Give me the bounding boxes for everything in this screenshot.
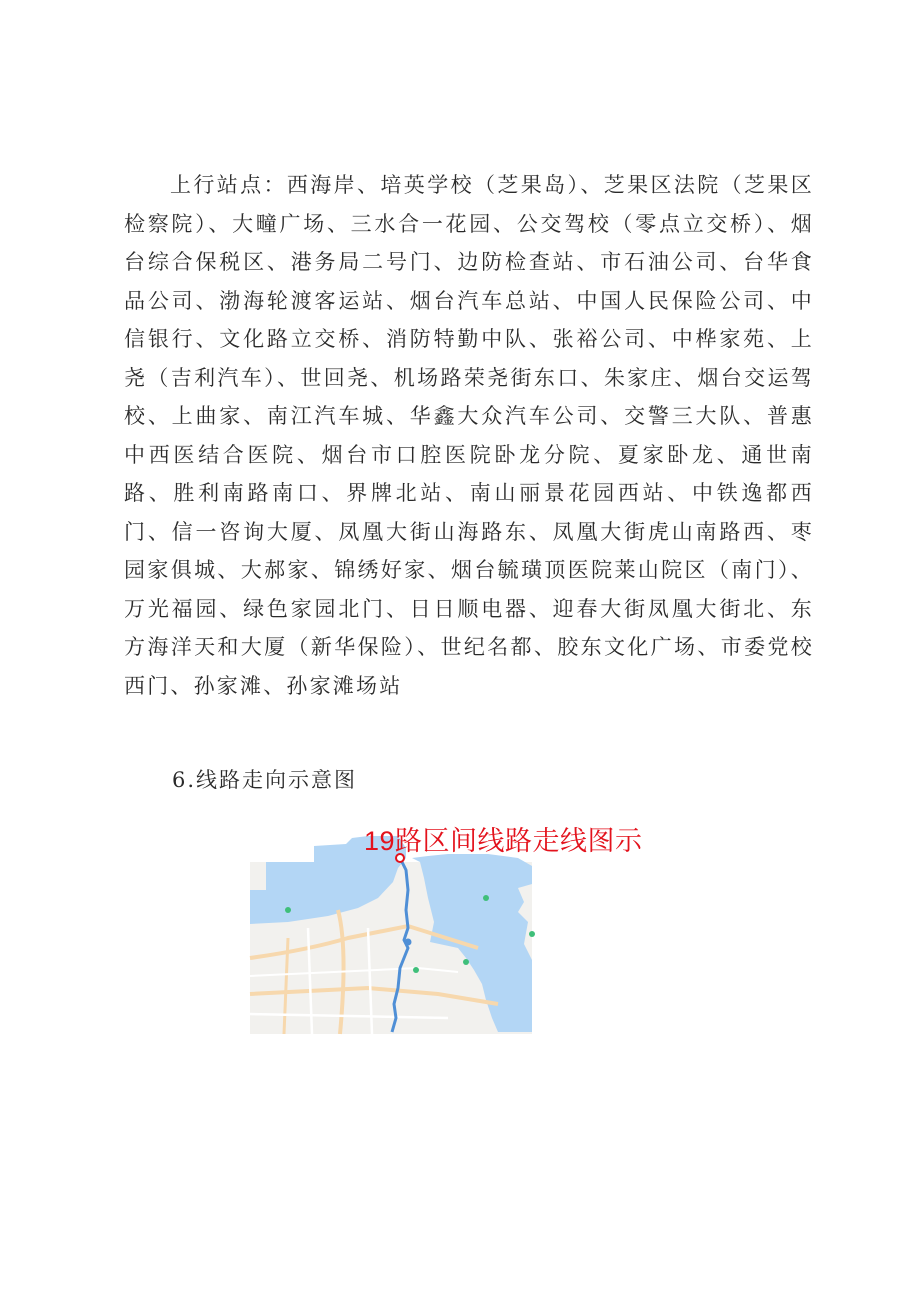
route-map-figure [248, 818, 668, 1038]
stops-list: 西海岸、培英学校（芝果岛）、芝果区法院（芝果区检察院）、大疃广场、三水合一花园、公交驾校（零点立交桥）、烟台综合保税区、港务局二号门、边防检查站、市石油公司、台华食品公司、渤海轮渡客运站、烟台汽车总站、中国人民保险公司、中信银行、文化路立交桥、消防特勤中队、张裕公司、中桦家苑、上尧（吉利汽车）、世回尧、机场路荣尧街东口、朱家庄、烟台交运驾校、上曲家、南江汽车城、华鑫大众汽车公司、交警三大队、普惠中西医结合医院、烟台市口腔医院卧龙分院、夏家卧龙、通世南路、胜利南路南口、界牌北站、南山丽景花园西站、中铁逸都西门、信一咨询大厦、凤凰大街山海路东、凤凰大街虎山南路西、枣园家俱城、大郝家、锦绣好家、烟台毓璜顶医院莱山院区（南门）、万光福园、绿色家园北门、日日顺电器、迎春大街凤凰大街北、东方海洋天和大厦（新华保险）、世纪名都、胶东文化广场、市委党校西门、孙家滩、孙家滩场站 [124, 173, 814, 698]
poi-marker-2 [483, 895, 489, 901]
route-mid-marker [405, 939, 412, 946]
section-heading: 6.线路走向示意图 [172, 768, 358, 792]
poi-marker-3 [529, 931, 535, 937]
map-title: 19路区间线路走线图示 [364, 826, 643, 856]
poi-marker-4 [463, 959, 469, 965]
poi-marker-1 [285, 907, 291, 913]
stops-lead: 上行站点： [170, 173, 287, 197]
poi-marker-5 [413, 967, 419, 973]
stops-paragraph [124, 166, 814, 705]
